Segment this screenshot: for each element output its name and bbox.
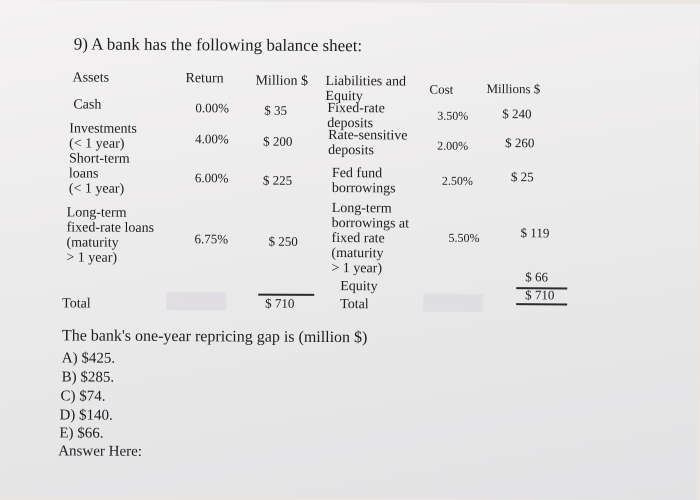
cost-header: Cost — [429, 81, 454, 97]
asset-amount-short-term-loans: $ 225 — [262, 172, 293, 188]
liability-amount-fed-fund: $ 25 — [510, 169, 534, 185]
choice-a: A) $425. — [61, 350, 116, 367]
asset-amount-header: Million $ — [255, 73, 309, 89]
liability-label-rate-sensitive-deposits: Rate-sensitive deposits — [328, 128, 408, 159]
answer-label[interactable]: Answer Here: — [58, 443, 143, 460]
equity-label: Equity — [340, 279, 378, 295]
liability-cost-rate-sensitive-deposits: 2.00% — [437, 138, 469, 153]
liabilities-header: Liabilities and Equity — [325, 73, 407, 105]
asset-total-amount: $ 710 — [265, 295, 295, 311]
equity-amount: $ 66 — [525, 269, 549, 285]
background-strip — [423, 294, 483, 312]
liability-cost-fixed-deposits: 3.50% — [437, 108, 469, 123]
assets-header: Assets — [72, 70, 110, 86]
background-strip — [166, 292, 226, 310]
asset-label-cash: Cash — [73, 97, 102, 113]
liability-total-underline — [516, 303, 567, 305]
liability-label-long-term-borrowings: Long-term borrowings at fixed rate (maturity > 1 year) — [331, 201, 410, 277]
asset-label-investments: Investments (< 1 year) — [69, 121, 137, 152]
asset-total-label: Total — [62, 296, 91, 312]
liability-total-label: Total — [340, 297, 369, 313]
choice-b: B) $285. — [61, 369, 115, 386]
asset-return-cash: 0.00% — [195, 100, 229, 116]
question-title: 9) A bank has the following balance sheet: — [73, 34, 363, 56]
liability-amount-fixed-deposits: $ 240 — [502, 106, 532, 122]
asset-label-short-term-loans: Short-term loans (< 1 year) — [68, 151, 130, 197]
choice-c: C) $74. — [60, 388, 106, 405]
liability-cost-fed-fund: 2.50% — [441, 173, 473, 188]
asset-amount-cash: $ 35 — [264, 102, 288, 118]
choice-e: E) $66. — [59, 425, 104, 442]
liability-cost-long-term-borrowings: 5.50% — [448, 230, 480, 245]
question-prompt: The bank's one-year repricing gap is (million $) — [61, 327, 368, 347]
return-header: Return — [185, 71, 224, 87]
asset-return-short-term-loans: 6.00% — [194, 170, 229, 186]
liability-label-fixed-deposits: Fixed-rate deposits — [327, 101, 385, 132]
asset-amount-investments: $ 200 — [263, 133, 293, 149]
liability-label-fed-fund: Fed fund borrowings — [331, 166, 396, 197]
asset-label-long-term-loans: Long-term fixed-rate loans (maturity > 1 year) — [66, 205, 155, 267]
asset-return-investments: 4.00% — [195, 131, 229, 147]
liability-amount-long-term-borrowings: $ 119 — [520, 225, 550, 241]
liability-amount-header: Millions $ — [486, 80, 541, 97]
liability-total-amount: $ 710 — [525, 287, 555, 303]
liability-amount-rate-sensitive-deposits: $ 260 — [505, 135, 535, 151]
choice-d: D) $140. — [59, 407, 113, 424]
asset-amount-long-term-loans: $ 250 — [268, 233, 298, 249]
asset-return-long-term-loans: 6.75% — [194, 231, 229, 247]
